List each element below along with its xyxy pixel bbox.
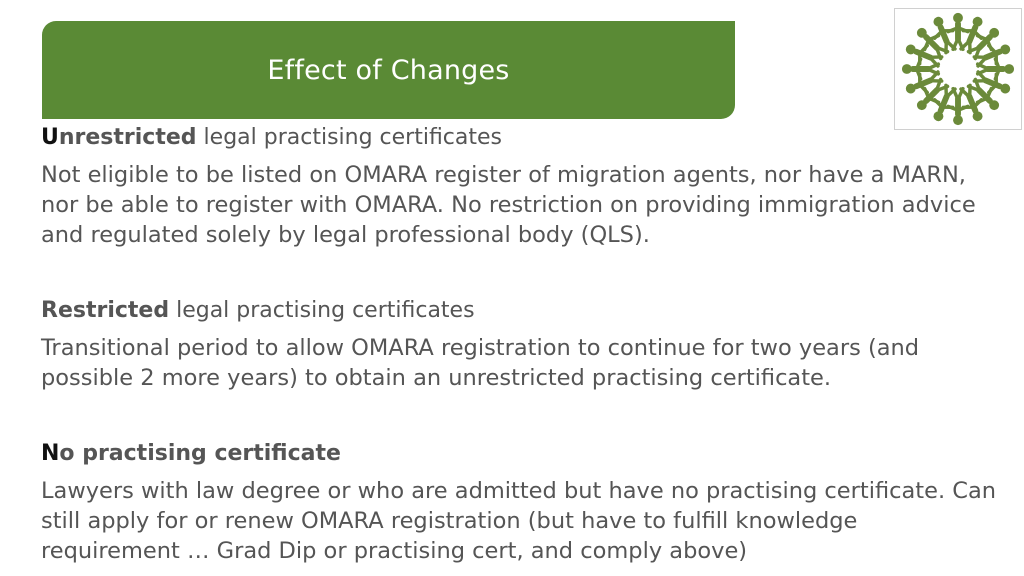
heading-rest: legal practising certificates <box>169 298 475 323</box>
slide-title: Effect of Changes <box>267 54 510 86</box>
title-banner <box>42 21 735 119</box>
people-ring-logo-icon <box>895 9 1021 129</box>
heading-lead: U <box>41 125 59 150</box>
heading-strong: Restricted <box>41 298 170 323</box>
section-body: Not eligible to be listed on OMARA register of migration agents, nor have a MARN, nor be able to register with OMARA. No restriction on providing immigration advice and regulated solely by legal professional body (QLS). <box>41 162 976 248</box>
slide-content <box>41 123 1001 566</box>
heading-strong: o practising certificate <box>59 441 341 466</box>
logo <box>894 8 1022 130</box>
section-unrestricted <box>41 123 1001 250</box>
heading-strong: nrestricted <box>58 125 197 150</box>
heading-lead: N <box>41 441 60 466</box>
section-restricted <box>41 296 1001 393</box>
section-body: Lawyers with law degree or who are admitted but have no practising certificate. Can still apply for or renew OMARA registration (but have to fulfill knowledge requirement … Grad Dip or practising cert, and comply above) <box>41 478 997 564</box>
section-heading <box>41 296 1001 326</box>
section-heading <box>41 123 1001 153</box>
section-no-certificate <box>41 439 1001 566</box>
section-body: Transitional period to allow OMARA registration to continue for two years (and possible 2 more years) to obtain an unrestricted practising certificate. <box>41 335 920 391</box>
section-heading <box>41 439 1001 469</box>
heading-rest: legal practising certificates <box>196 125 503 150</box>
